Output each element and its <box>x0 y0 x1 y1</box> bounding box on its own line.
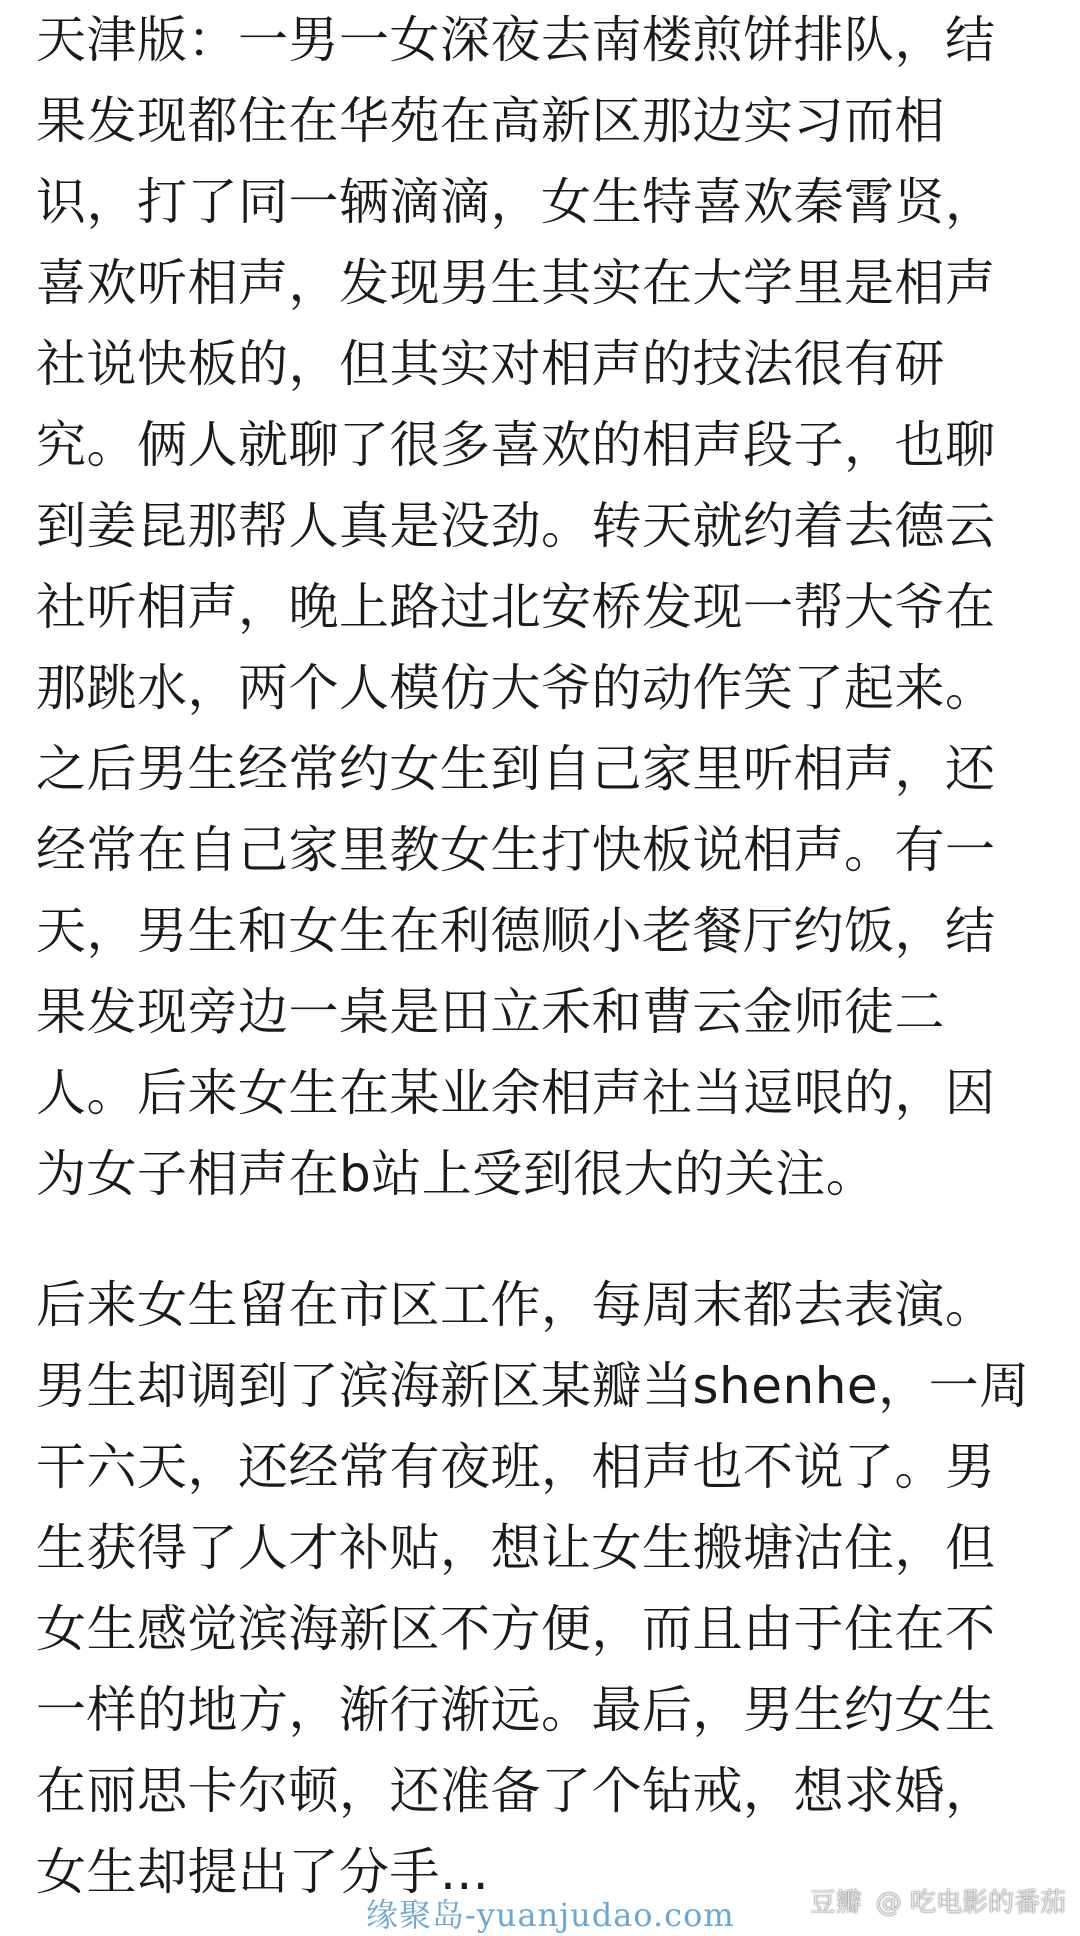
text-line: 社说快板的，但其实对相声的技法很有研 <box>36 335 945 393</box>
site-watermark: 缘聚岛-yuanjudao.com <box>366 1896 735 1934</box>
text-line: 果发现旁边一桌是田立禾和曹云金师徒二 <box>36 983 945 1041</box>
text-line: 干六天，还经常有夜班，相声也不说了。男 <box>36 1438 996 1496</box>
text-line: 在丽思卡尔顿，还准备了个钻戒，想求婚， <box>36 1762 996 1820</box>
platform-name: 豆瓣 <box>809 1888 862 1918</box>
text-line: 一样的地方，渐行渐远。最后，男生约女生 <box>36 1681 996 1739</box>
paragraph-spacer <box>36 1215 1056 1265</box>
author-handle: @ 吃电影的番茄 <box>875 1888 1066 1918</box>
text-line: 之后男生经常约女生到自己家里听相声，还 <box>36 740 996 798</box>
text-line: 人。后来女生在某业余相声社当逗哏的，因 <box>36 1064 996 1122</box>
text-line: 经常在自己家里教女生打快板说相声。有一 <box>36 821 996 879</box>
text-line: 喜欢听相声，发现男生其实在大学里是相声 <box>36 254 996 312</box>
text-line: 女生却提出了分手... <box>36 1843 490 1901</box>
text-line: 天津版：一男一女深夜去南楼煎饼排队，结 <box>36 11 996 69</box>
post-body <box>36 0 1056 1913</box>
text-line: 果发现都住在华苑在高新区那边实习而相 <box>36 92 945 150</box>
text-line: 天，男生和女生在利德顺小老餐厅约饭，结 <box>36 902 996 960</box>
text-line: 识，打了同一辆滴滴，女生特喜欢秦霄贤， <box>36 173 996 231</box>
platform-watermark <box>796 1882 1066 1919</box>
text-line: 生获得了人才补贴，想让女生搬塘沽住，但 <box>36 1519 996 1577</box>
text-line: 男生却调到了滨海新区某瓣当shenhe，一周 <box>36 1357 1030 1415</box>
text-line: 社听相声，晚上路过北安桥发现一帮大爷在 <box>36 578 996 636</box>
paragraph-2 <box>36 1265 1056 1913</box>
text-line: 究。俩人就聊了很多喜欢的相声段子，也聊 <box>36 416 996 474</box>
text-line: 到姜昆那帮人真是没劲。转天就约着去德云 <box>36 497 996 555</box>
text-line: 后来女生留在市区工作，每周末都去表演。 <box>36 1276 996 1334</box>
text-line: 女生感觉滨海新区不方便，而且由于住在不 <box>36 1600 996 1658</box>
text-line: 那跳水，两个人模仿大爷的动作笑了起来。 <box>36 659 996 717</box>
paragraph-1 <box>36 0 1056 1215</box>
text-line: 为女子相声在b站上受到很大的关注。 <box>36 1145 877 1203</box>
